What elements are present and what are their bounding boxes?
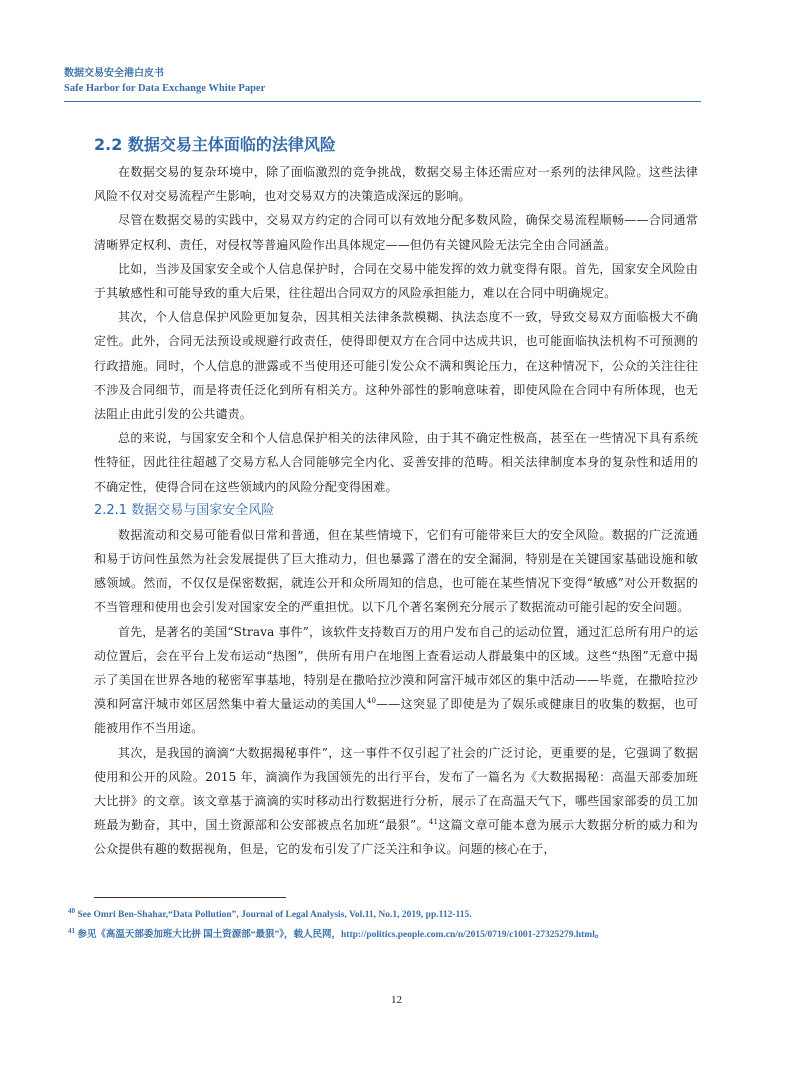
page-content [94, 135, 698, 862]
paragraph-text: 首先，是著名的美国“Strava 事件”，该软件支持数百万的用户发布自己的运动位置，通过汇总所有用户的运动位置后，会在平台上发布运动“热图”，供所有用户在地图上查看运动人群最集中的区域。这些“热图”无意中揭示了美国在世界各地的秘密军事基地，特别是在撒哈拉沙漠和阿富汗城市郊区的集中活动——毕竟，在撒哈拉沙漠和阿富汗城市郊区居然集中着大量运动的美国人 [94, 624, 698, 712]
footnote-number: 41 [68, 926, 75, 935]
header-title-en: Safe Harbor for Data Exchange White Paper [64, 83, 266, 94]
header-title-cn: 数据交易安全港白皮书 [64, 68, 164, 79]
footnote-divider [94, 897, 286, 898]
paragraph: 比如，当涉及国家安全或个人信息保护时，合同在交易中能发挥的效力就变得有限。首先，国家安全风险由于其敏感性和可能导致的重大后果，往往超出合同双方的风险承担能力，难以在合同中明确规定。 [94, 261, 698, 301]
footnote-text: See Omri Ben-Shahar,“Data Pollution”, Journal of Legal Analysis, Vol.11, No.1, 2019, pp.112-115. [75, 910, 472, 920]
footnote [68, 925, 700, 945]
paragraph: 总的来说，与国家安全和个人信息保护相关的法律风险，由于其不确定性极高，甚至在一些情况下具有系统性特征，因此往往超越了交易方私人合同能够完全内化、妥善安排的范畴。相关法律制度本身的复杂性和适用的不确定性，使得合同在这些领域内的风险分配变得困难。 [94, 431, 698, 494]
paragraph-text: 这篇文章可能本意为展示大数据分析的威力和为公众提供有趣的数据视角，但是，它的发布引发了广泛关注和争议。问题的核心在于， [94, 818, 698, 857]
paragraph: 其次，个人信息保护风险更加复杂，因其相关法律条款模糊、执法态度不一致，导致交易双方面临极大不确定性。此外，合同无法预设或规避行政责任，使得即便双方在合同中达成共识，也可能面临执法机构不可预测的行政措施。同时，个人信息的泄露或不当使用还可能引发公众不满和舆论压力，在这种情况下，公众的关注往往不涉及合同细节，而是将责任泛化到所有相关方。这种外部性的影响意味着，即使风险在合同中有所体现，也无法阻止由此引发的公共谴责。 [94, 310, 698, 422]
paragraph: 尽管在数据交易的实践中，交易双方约定的合同可以有效地分配多数风险，确保交易流程顺畅——合同通常清晰界定权利、责任，对侵权等普遍风险作出具体规定——但仍有关键风险无法完全由合同涵盖。 [94, 213, 698, 252]
header-divider [64, 101, 701, 102]
footnote-ref[interactable]: 41 [428, 818, 439, 827]
page-number: 12 [391, 994, 402, 1006]
section-heading: 2.2 数据交易主体面临的法律风险 [94, 135, 336, 154]
footnote-ref[interactable]: 40 [366, 697, 377, 706]
footnote-number: 40 [68, 906, 75, 915]
paragraph [94, 620, 698, 741]
footnote-text: 参见《高温天部委加班大比拼 国土资源部“最狠”》，载人民网，http://politics.people.com.cn/n/2015/0719/c1001-27325279.html。 [75, 930, 605, 940]
paragraph: 数据流动和交易可能看似日常和普通，但在某些情境下，它们有可能带来巨大的安全风险。数据的广泛流通和易于访问性虽然为社会发展提供了巨大推动力，但也暴露了潜在的安全漏洞，特别是在关键国家基础设施和敏感领域。然而，不仅仅是保密数据，就连公开和众所周知的信息，也可能在某些情况下变得“敏感”对公开数据的不当管理和使用也会引发对国家安全的严重担忧。以下几个著名案例充分展示了数据流动可能引起的安全问题。 [94, 527, 698, 615]
running-header [64, 66, 701, 96]
paragraph-text: 其次，是我国的滴滴“大数据揭秘事件”，这一事件不仅引起了社会的广泛讨论，更重要的是，它强调了数据使用和公开的风险。2015 年，滴滴作为我国领先的出行平台，发布了一篇名为《大数据揭秘：高温天部委加班大比拼》的文章。该文章基于滴滴的实时移动出行数据进行分析，展示了在高温天气下，哪些国家部委的员工加班最为勤奋，其中，国土资源部和公安部被点名加班“最狠”。 [94, 745, 698, 833]
paragraph [94, 741, 698, 862]
subsection-heading: 2.2.1 数据交易与国家安全风险 [94, 502, 275, 518]
paragraph: 在数据交易的复杂环境中，除了面临激烈的竞争挑战，数据交易主体还需应对一系列的法律风险。这些法律风险不仅对交易流程产生影响，也对交易双方的决策造成深远的影响。 [94, 165, 698, 204]
footnote [68, 905, 700, 925]
footnotes [68, 905, 700, 945]
paragraph-text: ——这突显了即使是为了娱乐或健康目的收集的数据，也可能被用作不当用途。 [94, 697, 698, 736]
